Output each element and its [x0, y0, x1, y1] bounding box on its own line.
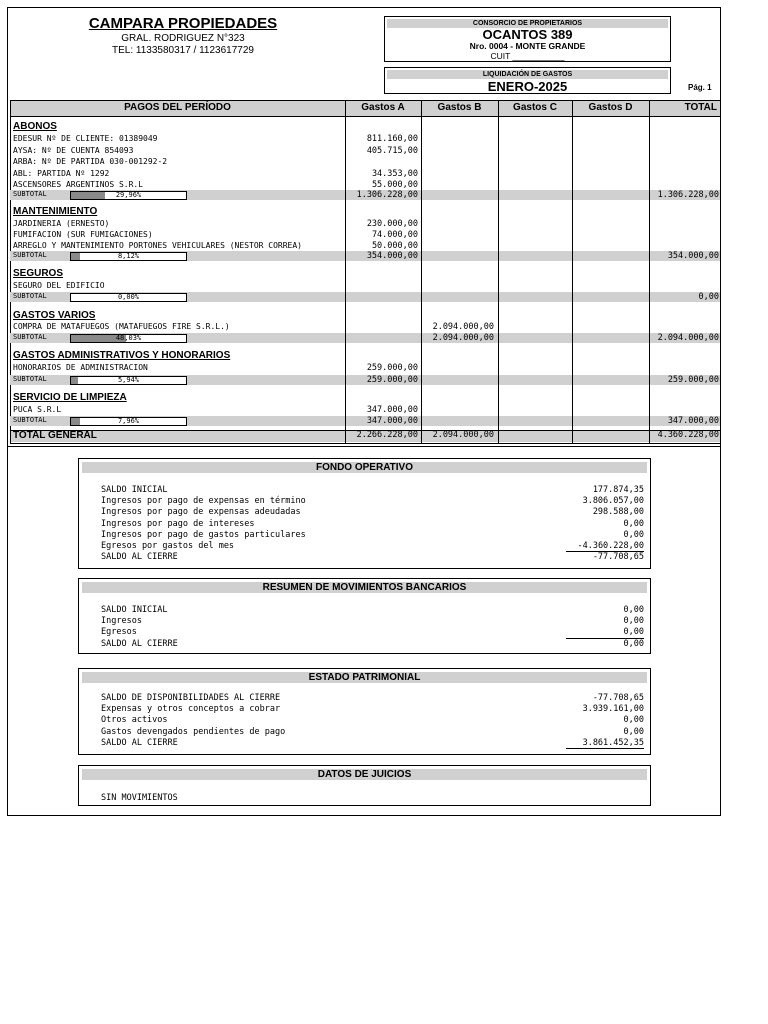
liquidacion-label: LIQUIDACIÓN DE GASTOS [387, 70, 668, 79]
percentage-bar [70, 417, 187, 426]
patrimonial-title: ESTADO PATRIMONIAL [82, 672, 647, 683]
amount-gastos-a: 55.000,00 [371, 180, 418, 190]
table-column-rule [10, 100, 11, 443]
summary-label: Ingresos por pago de expensas adeudadas [101, 507, 301, 518]
percentage-text: 8,12% [117, 252, 140, 260]
company-name: CAMPARA PROPIEDADES [88, 15, 278, 32]
expense-item: ARREGLO Y MANTENIMIENTO PORTONES VEHICULARES (NESTOR CORREA) [13, 241, 302, 250]
column-header: TOTAL [684, 102, 717, 113]
amount-gastos-a: 74.000,00 [371, 230, 418, 240]
sum-underline [566, 748, 644, 749]
section-title: MANTENIMIENTO [13, 206, 98, 217]
table-rule [7, 446, 721, 447]
amount-gastos-a: 34.353,00 [371, 169, 418, 179]
expense-item: PUCA S.R.L [13, 405, 62, 414]
page-number: Pág. 1 [688, 83, 712, 92]
table-column-rule [498, 100, 499, 443]
summary-value: 3.806.057,00 [582, 496, 644, 507]
summary-value: 3.861.452,35 [582, 737, 644, 748]
percentage-text: 29,96% [115, 191, 142, 199]
summary-value: 298.588,00 [592, 507, 644, 518]
period: ENERO-2025 [487, 79, 568, 94]
subtotal-gastos-a: 347.000,00 [366, 416, 418, 426]
summary-label: Ingresos [101, 616, 142, 627]
subtotal-label: SUBTOTAL [13, 190, 47, 198]
bancos-panel [78, 578, 651, 654]
summary-label: Egresos [101, 627, 137, 638]
company-phone: TEL: 1133580317 / 1123617729 [112, 45, 254, 56]
table-column-rule [421, 430, 422, 443]
summary-label: Egresos por gastos del mes [101, 541, 235, 551]
consorcio-name: OCANTOS 389 [482, 27, 573, 42]
juicios-text: SIN MOVIMIENTOS [101, 793, 178, 803]
summary-value: 0,00 [623, 638, 644, 649]
patrimonial-panel [78, 668, 651, 755]
expense-item: SEGURO DEL EDIFICIO [13, 281, 105, 290]
subtotal-gastos-b: 2.094.000,00 [432, 333, 494, 343]
percentage-bar [70, 191, 187, 200]
expense-item: ASCENSORES ARGENTINOS S.R.L [13, 180, 144, 189]
table-column-rule [345, 430, 346, 443]
summary-value: 0,00 [623, 726, 644, 737]
section-title: ABONOS [13, 121, 57, 132]
expense-item: FUMIFACION (SUR FUMIGACIONES) [13, 230, 153, 239]
summary-value: 3.939.161,00 [582, 704, 644, 715]
section-title: SERVICIO DE LIMPIEZA [13, 392, 127, 403]
summary-label: Ingresos por pago de expensas en término [101, 496, 306, 507]
expense-item: JARDINERIA (ERNESTO) [13, 219, 110, 228]
sum-underline [566, 551, 644, 552]
subtotal-total: 347.000,00 [667, 416, 719, 426]
fondo-operativo-panel [78, 458, 651, 569]
percentage-bar [70, 376, 187, 385]
subtotal-total: 259.000,00 [667, 375, 719, 385]
expense-item: HONORARIOS DE ADMINISTRACION [13, 363, 148, 372]
summary-label: SALDO AL CIERRE [101, 638, 178, 649]
total-general-amount: 4.360.228,00 [657, 430, 719, 440]
column-header: Gastos B [437, 102, 482, 113]
column-header: PAGOS DEL PERÍODO [124, 102, 231, 113]
percentage-bar [70, 252, 187, 261]
summary-label: Gastos devengados pendientes de pago [101, 726, 286, 737]
table-column-rule [649, 430, 650, 443]
percentage-text: 7,96% [117, 417, 140, 425]
column-header: Gastos C [513, 102, 557, 113]
total-general-label: TOTAL GENERAL [13, 430, 97, 441]
summary-label: Expensas y otros conceptos a cobrar [101, 704, 281, 715]
percentage-text: 5,94% [117, 376, 140, 384]
subtotal-gastos-a: 354.000,00 [366, 251, 418, 261]
sum-underline [566, 638, 644, 639]
summary-value: 0,00 [623, 627, 644, 638]
table-rule [10, 116, 721, 117]
summary-label: Ingresos por pago de gastos particulares [101, 529, 306, 540]
subtotal-total: 354.000,00 [667, 251, 719, 261]
summary-value: 0,00 [623, 529, 644, 540]
amount-gastos-a: 230.000,00 [366, 219, 418, 229]
summary-label: SALDO INICIAL [101, 485, 168, 495]
summary-value: -4.360.228,00 [577, 541, 644, 551]
summary-value: 0,00 [623, 715, 644, 726]
percentage-bar [70, 334, 187, 343]
percentage-text: 0,00% [117, 293, 140, 301]
expense-item: COMPRA DE MATAFUEGOS (MATAFUEGOS FIRE S.R.L.) [13, 322, 230, 331]
consorcio-nro: Nro. 0004 - MONTE GRANDE [469, 41, 586, 51]
summary-label: Otros activos [101, 715, 168, 726]
consorcio-box [384, 16, 671, 62]
subtotal-gastos-a: 259.000,00 [366, 375, 418, 385]
table-column-rule [572, 100, 573, 443]
summary-value: 0,00 [623, 616, 644, 627]
juicios-title: DATOS DE JUICIOS [82, 769, 647, 780]
summary-value: 177.874,35 [592, 485, 644, 495]
table-column-rule [720, 100, 721, 443]
summary-label: SALDO AL CIERRE [101, 737, 178, 748]
table-column-rule [421, 100, 422, 443]
expense-item: EDESUR Nº DE CLIENTE: 01389049 [13, 134, 158, 143]
total-gastos-a: 2.266.228,00 [356, 430, 418, 440]
summary-value: 0,00 [623, 605, 644, 615]
summary-value: -77.708,65 [592, 552, 644, 563]
summary-label: SALDO AL CIERRE [101, 552, 178, 563]
subtotal-label: SUBTOTAL [13, 251, 47, 259]
subtotal-total: 1.306.228,00 [657, 190, 719, 200]
summary-value: 0,00 [623, 518, 644, 529]
percentage-text: 48,03% [115, 334, 142, 342]
subtotal-label: SUBTOTAL [13, 333, 47, 341]
subtotal-gastos-a: 1.306.228,00 [356, 190, 418, 200]
table-column-rule [345, 100, 346, 443]
subtotal-total: 2.094.000,00 [657, 333, 719, 343]
summary-label: SALDO DE DISPONIBILIDADES AL CIERRE [101, 693, 281, 703]
summary-label: SALDO INICIAL [101, 605, 168, 615]
subtotal-total: 0,00 [698, 292, 719, 302]
amount-gastos-a: 347.000,00 [366, 405, 418, 415]
amount-gastos-a: 259.000,00 [366, 363, 418, 373]
total-gastos-b: 2.094.000,00 [432, 430, 494, 440]
expense-item: ABL: PARTIDA Nº 1292 [13, 169, 110, 178]
percentage-bar [70, 293, 187, 302]
subtotal-label: SUBTOTAL [13, 416, 47, 424]
subtotal-label: SUBTOTAL [13, 375, 47, 383]
section-title: SEGUROS [13, 268, 64, 279]
table-column-rule [649, 100, 650, 443]
cuit: CUIT ___________ [490, 51, 565, 61]
expense-item: ARBA: Nº DE PARTIDA 030-001292-2 [13, 157, 168, 166]
table-column-rule [572, 430, 573, 443]
subtotal-label: SUBTOTAL [13, 292, 47, 300]
section-title: GASTOS VARIOS [13, 310, 96, 321]
amount-gastos-a: 50.000,00 [371, 241, 418, 251]
company-address: GRAL. RODRIGUEZ N°323 [121, 33, 245, 44]
amount-gastos-a: 405.715,00 [366, 146, 418, 156]
table-rule [10, 443, 721, 444]
table-column-rule [498, 430, 499, 443]
consorcio-label: CONSORCIO DE PROPIETARIOS [387, 19, 668, 28]
juicios-panel [78, 765, 651, 806]
summary-value: -77.708,65 [592, 693, 644, 703]
section-title: GASTOS ADMINISTRATIVOS Y HONORARIOS [13, 350, 231, 361]
fondo-title: FONDO OPERATIVO [82, 462, 647, 473]
expense-item: AYSA: Nº DE CUENTA 854093 [13, 146, 134, 155]
liquidacion-box [384, 67, 671, 94]
bancos-title: RESUMEN DE MOVIMIENTOS BANCARIOS [82, 582, 647, 593]
amount-gastos-b: 2.094.000,00 [432, 322, 494, 332]
amount-gastos-a: 811.160,00 [366, 134, 418, 144]
column-header: Gastos D [588, 102, 633, 113]
summary-label: Ingresos por pago de intereses [101, 518, 255, 529]
column-header: Gastos A [361, 102, 405, 113]
